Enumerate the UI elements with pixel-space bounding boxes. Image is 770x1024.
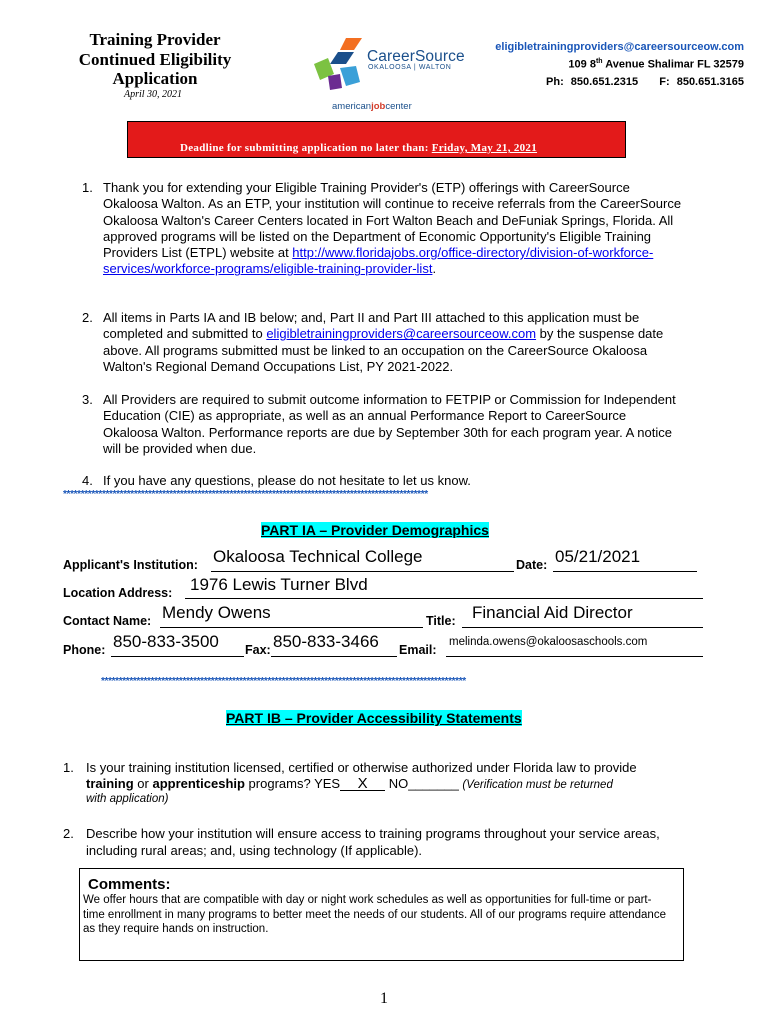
date-label: Date: [516,558,548,572]
fax-label: Fax: [245,643,271,657]
form-title-line3: Application [112,69,198,88]
ajc-prefix: american [332,101,372,112]
fax-underline [271,656,397,657]
logo-name: CareerSource [367,48,465,65]
intro-item-3 [82,392,682,457]
no-field[interactable]: NO_______ [385,776,463,791]
header-fax: F: 850.651.3165 [659,76,744,88]
american-job-center-logo [332,101,412,112]
form-title-line2: Continued Eligibility [78,49,232,69]
header-address-post: Avenue Shalimar FL 32579 [602,58,744,71]
contact-name-label: Contact Name: [63,614,152,628]
header-phone: Ph: 850.651.2315 [546,76,639,88]
institution-label: Applicant's Institution: [63,558,198,572]
header-email[interactable]: eligibletrainingproviders@careersourceow.com [495,41,744,53]
title-label: Title: [426,614,456,628]
separator-line: ******************************************************************************************************* [63,489,428,500]
question-2-text: Describe how your institution will ensure access to training programs throughout your service areas, including rural areas; and, using technology (If applicable). [86,826,660,858]
header-address-pre: 109 8 [568,58,596,71]
part-ib-heading: PART IB – Provider Accessibility Statements [226,710,522,726]
comments-label: Comments: [88,876,171,893]
logo-subtitle: OKALOOSA | WALTON [368,64,452,71]
deadline-label: Deadline for submitting application no later than: [180,142,432,154]
contact-name-underline [160,627,423,628]
page-number: 1 [380,990,388,1007]
date-underline [553,571,697,572]
title-underline [462,627,703,628]
form-title-line1: Training Provider [89,30,221,49]
question-1-line2 [86,776,613,791]
verification-note-line2: with application) [86,793,169,805]
part-ia-heading: PART IA – Provider Demographics [261,522,489,538]
logo-orange-shape [340,38,362,50]
deadline-text [180,142,537,154]
logo-lightblue-shape [340,66,360,86]
etpl-website-link[interactable]: http://www.floridajobs.org/office-directory/division-of-workforce-services/workforce-programs/eligible-training-provider-list [103,245,654,277]
address-field[interactable]: 1976 Lewis Turner Blvd [190,575,368,594]
submission-email-link[interactable]: eligibletrainingproviders@careersourceow.com [266,326,537,342]
ajc-job: job [371,101,386,112]
intro-item-number: 3. [82,392,93,407]
contact-name-field[interactable]: Mendy Owens [162,603,271,622]
phone-field[interactable]: 850-833-3500 [113,632,219,651]
intro-item-text: All items in Parts IA and IB below; and, Part II and Part III attached to this application must be completed and submitted to [103,310,640,342]
question-1-number: 1. [63,760,74,775]
intro-item-1 [82,180,682,278]
intro-item-text-after: . [432,261,437,277]
header-address-sup: th [595,58,603,65]
verification-note: (Verification must be returned [462,779,613,791]
intro-item-2 [82,310,682,375]
header-address [568,58,744,71]
question-2-number: 2. [63,826,74,841]
apprenticeship-word: apprenticeship [152,776,245,791]
form-title [66,30,244,89]
header-phone-fax [546,76,744,88]
q1-programs-yes: programs? YES [244,776,341,791]
address-label: Location Address: [63,586,173,600]
phone-label: Phone: [63,643,106,657]
training-word: training [86,776,134,791]
q1-or: or [133,776,153,791]
intro-item-4 [82,473,682,489]
separator-line-2: ******************************************************************************************************* [101,676,466,687]
fax-field[interactable]: 850-833-3466 [273,632,379,651]
deadline-date: Friday, May 21, 2021 [431,142,538,154]
intro-item-number: 4. [82,473,93,488]
address-underline [185,598,703,599]
intro-item-text: Thank you for extending your Eligible Training Provider's (ETP) offerings with CareerSource Okaloosa Walton. As an ETP, your institution will continue to receive referrals from the CareerSource Okaloosa Walton's Career Centers located in Fort Walton Beach and DeFuniak Springs, Florida. All approved programs will be listed on the Department of Economic Opportunity's Eligible Training Providers List (ETPL) website at [103,180,682,261]
intro-item-number: 2. [82,310,93,325]
institution-underline [211,571,514,572]
intro-item-number: 1. [82,180,93,195]
ajc-suffix: center [385,101,412,112]
comments-text[interactable]: We offer hours that are compatible with day or night work schedules as well as opportunities for full-time or part-time enrollment in many programs to better meet the needs of our students. All of our programs require attendance as they require hands on instruction. [83,894,666,935]
email-underline [446,656,703,657]
yes-field[interactable]: X [340,777,385,791]
logo-purple-shape [328,74,342,90]
email-field[interactable]: melinda.owens@okaloosaschools.com [449,636,648,648]
phone-underline [111,656,244,657]
title-field[interactable]: Financial Aid Director [472,603,633,622]
institution-field[interactable]: Okaloosa Technical College [213,547,423,566]
intro-item-text: All Providers are required to submit outcome information to FETPIP or Commission for Independent Education (CIE) as appropriate, as well as an annual Performance Report to CareerSource Okaloosa Walton. Performance reports are due by September 30th for each program year. A notice will be provided when due. [103,392,676,456]
logo-blue-shape [330,52,354,64]
date-field[interactable]: 05/21/2021 [555,547,641,566]
question-1-text: Is your training institution licensed, certified or otherwise authorized under Florida law to provide [86,760,637,775]
intro-item-text: If you have any questions, please do not hesitate to let us know. [103,473,471,488]
email-label: Email: [399,643,437,657]
intro-item-text-after: by the suspense date above. All programs submitted must be linked to an occupation on the CareerSource Okaloosa Walton's Regional Demand Occupations List, PY 2021-2022. [103,326,664,374]
form-date: April 30, 2021 [124,89,183,100]
